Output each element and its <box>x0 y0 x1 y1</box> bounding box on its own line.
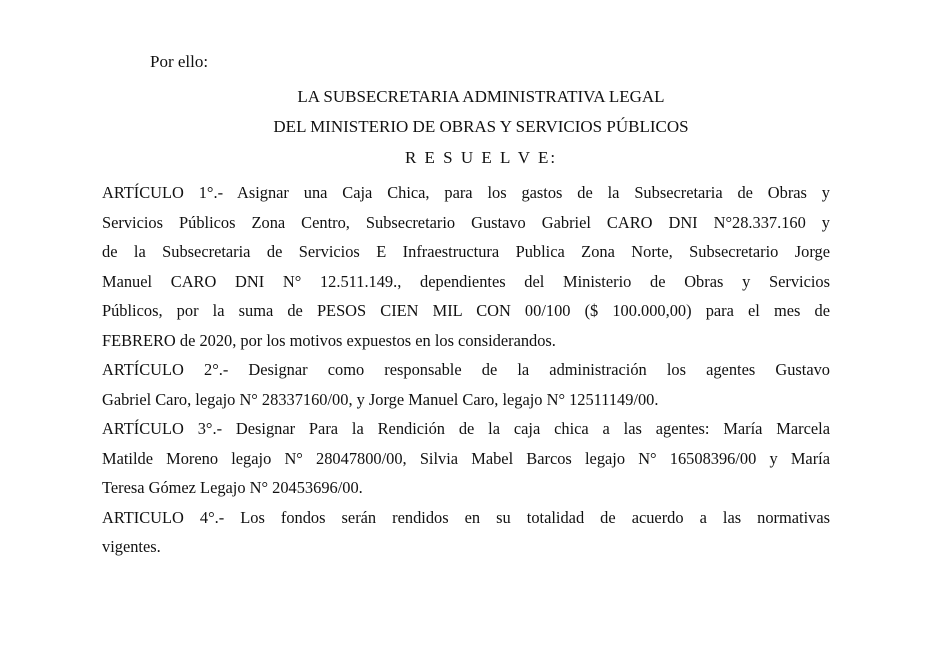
article-line: vigentes. <box>102 537 161 556</box>
heading-resuelve: R E S U E L V E: <box>404 148 558 167</box>
article-line: Teresa Gómez Legajo N° 20453696/00. <box>102 478 363 497</box>
heading-line-2: DEL MINISTERIO DE OBRAS Y SERVICIOS PÚBLICOS <box>273 117 689 136</box>
articles-body <box>102 178 830 562</box>
article-line: Servicios Públicos Zona Centro, Subsecretario Gustavo Gabriel CARO DNI N°28.337.160 y <box>102 212 830 232</box>
article-line: Matilde Moreno legajo N° 28047800/00, Silvia Mabel Barcos legajo N° 16508396/00 y María <box>102 448 830 468</box>
intro-text: Por ello: <box>150 52 209 71</box>
article-line: FEBRERO de 2020, por los motivos expuestos en los considerandos. <box>102 330 556 350</box>
article-2 <box>102 355 830 414</box>
article-line: ARTICULO 4°.- Los fondos serán rendidos en su totalidad de acuerdo a las normativas <box>102 507 830 527</box>
article-1 <box>102 178 830 355</box>
article-line: ARTÍCULO 2°.- Designar como responsable de la administración los agentes Gustavo <box>102 360 830 379</box>
article-4 <box>102 503 830 562</box>
heading-line-1: LA SUBSECRETARIA ADMINISTRATIVA LEGAL <box>297 87 665 106</box>
article-line: Gabriel Caro, legajo N° 28337160/00, y Jorge Manuel Caro, legajo N° 12511149/00. <box>102 389 659 409</box>
article-line: Públicos, por la suma de PESOS CIEN MIL CON 00/100 ($ 100.000,00) para el mes de <box>102 301 830 320</box>
article-line: ARTÍCULO 1°.- Asignar una Caja Chica, para los gastos de la Subsecretaria de Obras y <box>102 183 830 202</box>
article-line: de la Subsecretaria de Servicios E Infraestructura Publica Zona Norte, Subsecretario Jorge <box>102 242 830 261</box>
article-line: ARTÍCULO 3°.- Designar Para la Rendición de la caja chica a las agentes: María Marcela <box>102 419 830 438</box>
article-3 <box>102 414 830 503</box>
article-line: Manuel CARO DNI N° 12.511.149., dependientes del Ministerio de Obras y Servicios <box>102 271 830 291</box>
